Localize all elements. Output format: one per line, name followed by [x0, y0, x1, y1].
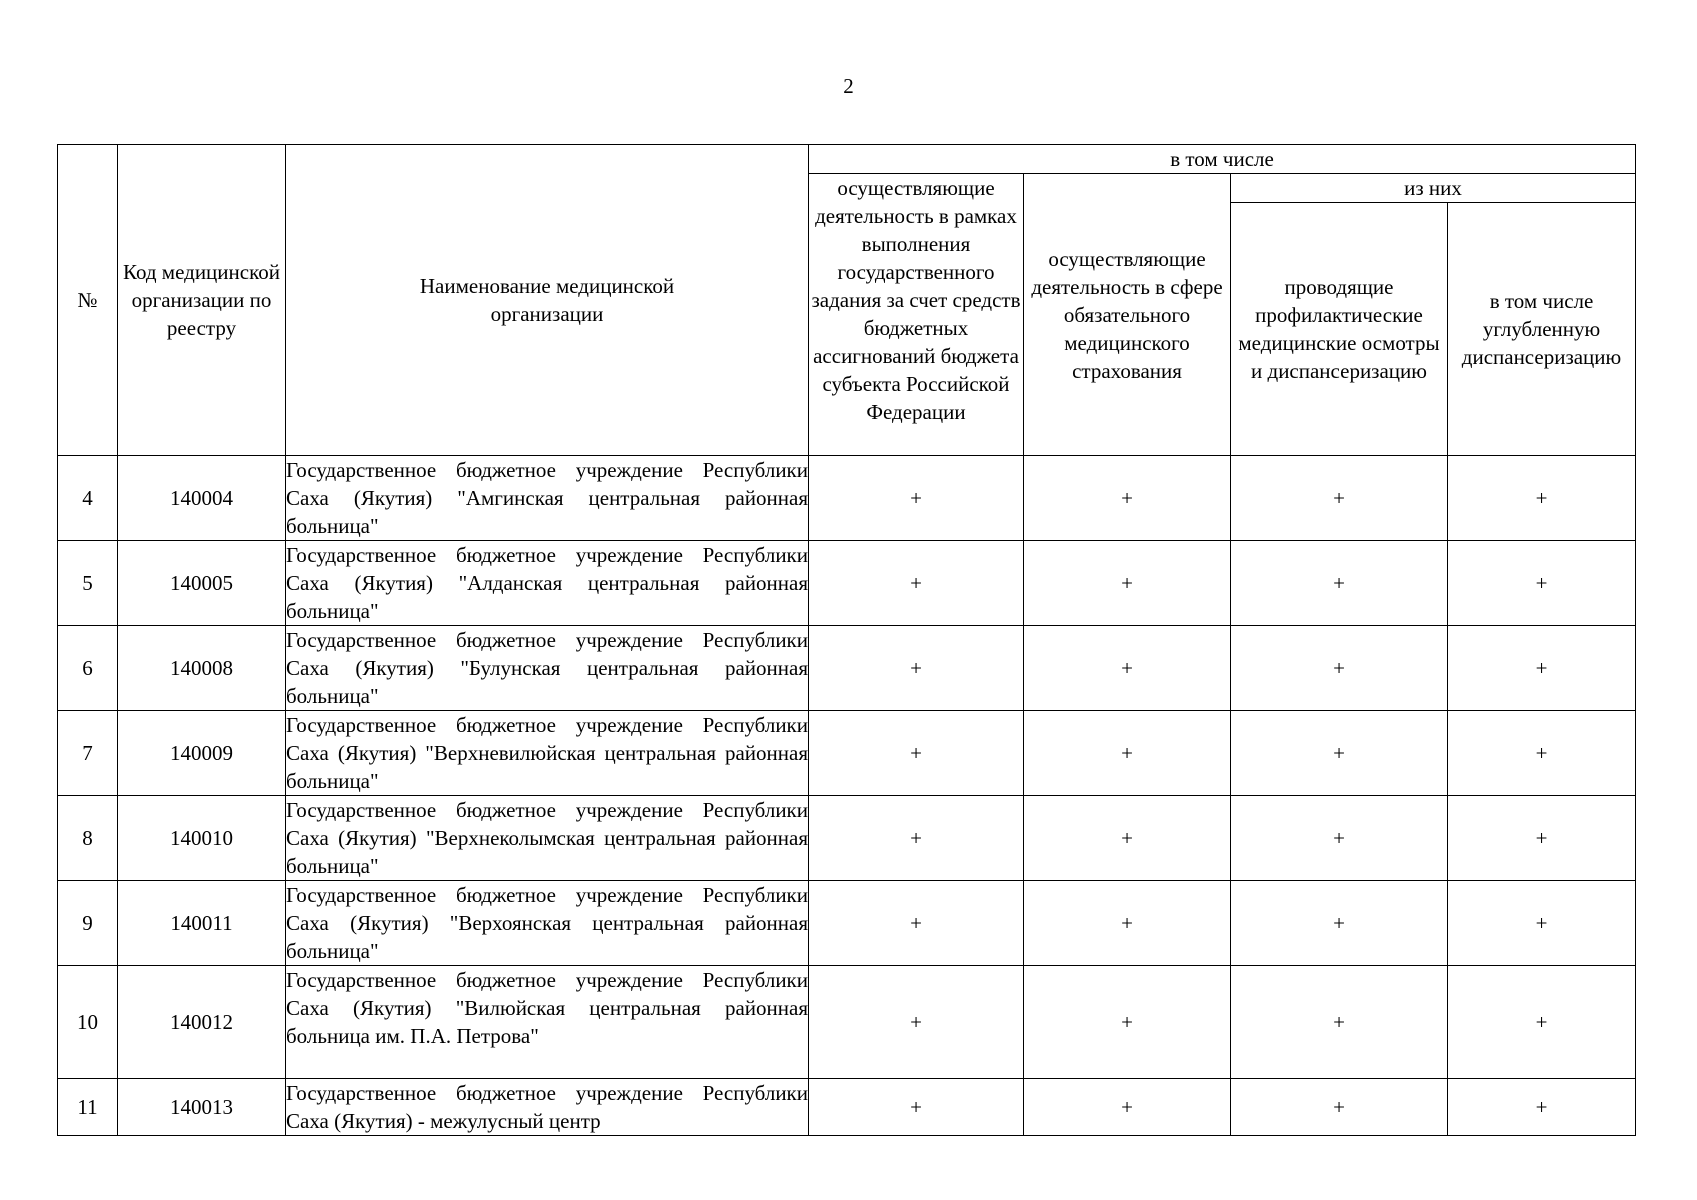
- checkups-mark: +: [1231, 456, 1448, 541]
- oms-mark: +: [1024, 1079, 1231, 1136]
- header-num: №: [58, 145, 118, 456]
- deep-dispensary-mark: +: [1448, 456, 1636, 541]
- row-num: 9: [58, 881, 118, 966]
- oms-mark: +: [1024, 626, 1231, 711]
- row-num: 10: [58, 966, 118, 1079]
- checkups-mark: +: [1231, 541, 1448, 626]
- row-num: 8: [58, 796, 118, 881]
- header-of-them: из них: [1231, 174, 1636, 203]
- state-task-mark: +: [809, 966, 1024, 1079]
- org-code: 140013: [118, 1079, 286, 1136]
- oms-mark: +: [1024, 711, 1231, 796]
- deep-dispensary-mark: +: [1448, 796, 1636, 881]
- table-row: [58, 966, 1636, 1079]
- state-task-mark: +: [809, 796, 1024, 881]
- deep-dispensary-mark: +: [1448, 711, 1636, 796]
- org-name: Государственное бюджетное учреждение Республики Саха (Якутия) "Вилюйская центральная районная больница им. П.А. Петрова": [286, 966, 809, 1079]
- checkups-mark: +: [1231, 711, 1448, 796]
- state-task-mark: +: [809, 711, 1024, 796]
- table-row: [58, 796, 1636, 881]
- state-task-mark: +: [809, 1079, 1024, 1136]
- state-task-mark: +: [809, 456, 1024, 541]
- header-including: в том числе: [809, 145, 1636, 174]
- medical-organizations-table: [57, 144, 1636, 1136]
- org-code: 140010: [118, 796, 286, 881]
- oms-mark: +: [1024, 456, 1231, 541]
- org-name: Государственное бюджетное учреждение Республики Саха (Якутия) "Булунская центральная районная больница": [286, 626, 809, 711]
- header-code: Код медицинской организации по реестру: [118, 145, 286, 456]
- deep-dispensary-mark: +: [1448, 881, 1636, 966]
- org-code: 140005: [118, 541, 286, 626]
- row-num: 7: [58, 711, 118, 796]
- deep-dispensary-mark: +: [1448, 541, 1636, 626]
- org-name: Государственное бюджетное учреждение Республики Саха (Якутия) "Амгинская центральная районная больница": [286, 456, 809, 541]
- deep-dispensary-mark: +: [1448, 966, 1636, 1079]
- header-oms: осуществляющие деятельность в сфере обязательного медицинского страхования: [1024, 174, 1231, 456]
- table-row: [58, 711, 1636, 796]
- table-row: [58, 541, 1636, 626]
- row-num: 5: [58, 541, 118, 626]
- org-code: 140012: [118, 966, 286, 1079]
- header-deep-dispensary: в том числе углубленную диспансеризацию: [1448, 203, 1636, 456]
- org-name: Государственное бюджетное учреждение Республики Саха (Якутия) "Алданская центральная районная больница": [286, 541, 809, 626]
- page-number: 2: [843, 74, 854, 98]
- org-code: 140009: [118, 711, 286, 796]
- checkups-mark: +: [1231, 1079, 1448, 1136]
- table-row: [58, 456, 1636, 541]
- org-code: 140004: [118, 456, 286, 541]
- org-code: 140011: [118, 881, 286, 966]
- checkups-mark: +: [1231, 796, 1448, 881]
- oms-mark: +: [1024, 881, 1231, 966]
- checkups-mark: +: [1231, 881, 1448, 966]
- header-name: Наименование медицинской организации: [286, 145, 809, 456]
- state-task-mark: +: [809, 626, 1024, 711]
- org-name: Государственное бюджетное учреждение Республики Саха (Якутия) "Верхнеколымская центральная районная больница": [286, 796, 809, 881]
- row-num: 11: [58, 1079, 118, 1136]
- header-checkups: проводящие профилактические медицинские осмотры и диспансеризацию: [1231, 203, 1448, 456]
- oms-mark: +: [1024, 541, 1231, 626]
- oms-mark: +: [1024, 796, 1231, 881]
- org-name: Государственное бюджетное учреждение Республики Саха (Якутия) - межулусный центр: [286, 1079, 809, 1136]
- org-code: 140008: [118, 626, 286, 711]
- deep-dispensary-mark: +: [1448, 626, 1636, 711]
- table-row: [58, 881, 1636, 966]
- org-name: Государственное бюджетное учреждение Республики Саха (Якутия) "Верхоянская центральная районная больница": [286, 881, 809, 966]
- header-state-task: осуществляющие деятельность в рамках выполнения государственного задания за счет средств бюджетных ассигнований бюджета субъекта Российской Федерации: [809, 174, 1024, 456]
- row-num: 4: [58, 456, 118, 541]
- deep-dispensary-mark: +: [1448, 1079, 1636, 1136]
- table-row: [58, 1079, 1636, 1136]
- row-num: 6: [58, 626, 118, 711]
- state-task-mark: +: [809, 541, 1024, 626]
- org-name: Государственное бюджетное учреждение Республики Саха (Якутия) "Верхневилюйская центральная районная больница": [286, 711, 809, 796]
- state-task-mark: +: [809, 881, 1024, 966]
- checkups-mark: +: [1231, 626, 1448, 711]
- table-row: [58, 626, 1636, 711]
- oms-mark: +: [1024, 966, 1231, 1079]
- checkups-mark: +: [1231, 966, 1448, 1079]
